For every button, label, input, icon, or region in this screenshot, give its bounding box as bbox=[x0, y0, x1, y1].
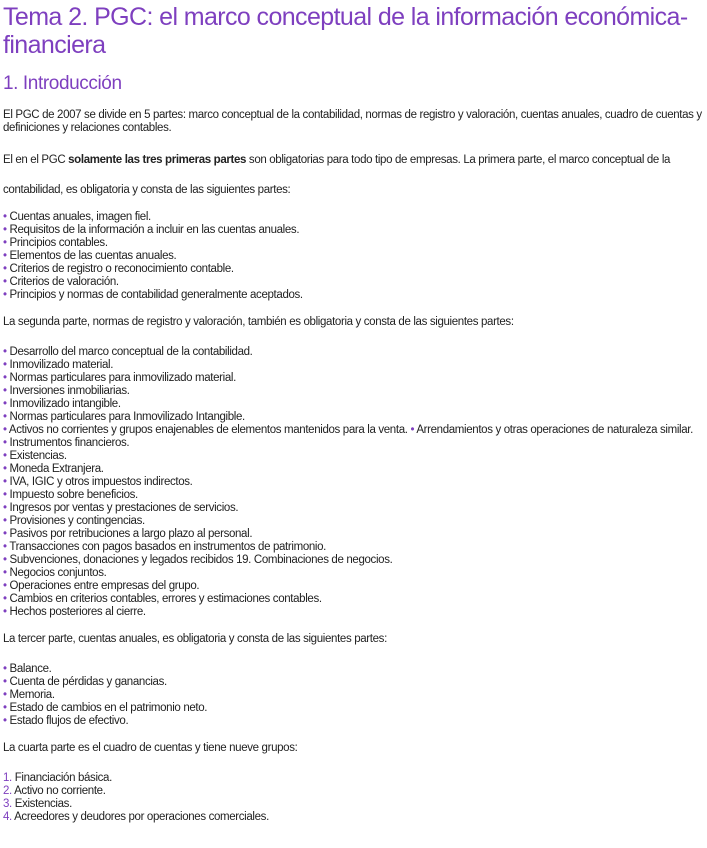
obligatory-text-before: El en el PGC bbox=[3, 154, 69, 166]
bullet-icon: • bbox=[3, 398, 7, 410]
bullet-icon: • bbox=[3, 424, 7, 436]
list-item: • Pasivos por retribuciones a largo plazo al personal. bbox=[3, 528, 253, 540]
list-item: • Inmovilizado material. bbox=[3, 359, 114, 371]
bullet-icon: • bbox=[3, 463, 7, 475]
part3-intro: La tercer parte, cuentas anuales, es obligatoria y consta de las siguientes partes: bbox=[3, 633, 387, 645]
obligatory-bold-text: solamente las tres primeras partes bbox=[68, 154, 247, 166]
bullet-icon: • bbox=[3, 250, 7, 262]
bullet-icon: • bbox=[3, 502, 7, 514]
part4-intro: La cuarta parte es el cuadro de cuentas y tiene nueve grupos: bbox=[3, 742, 298, 754]
list-item: • Desarrollo del marco conceptual de la contabilidad. bbox=[3, 346, 253, 358]
list-item: • Principios contables. bbox=[3, 237, 108, 249]
bullet-icon: • bbox=[3, 411, 7, 423]
part4-list bbox=[3, 772, 703, 824]
list-item: • Operaciones entre empresas del grupo. bbox=[3, 580, 200, 592]
bullet-icon: • bbox=[3, 663, 7, 675]
part3-list bbox=[3, 663, 703, 728]
list-item: • Balance. bbox=[3, 663, 52, 675]
bullet-icon: • bbox=[3, 715, 7, 727]
list-item: • Cambios en criterios contables, errores y estimaciones contables. bbox=[3, 593, 322, 605]
part2-list bbox=[3, 346, 703, 619]
bullet-icon: • bbox=[3, 289, 7, 301]
page-title: Tema 2. PGC: el marco conceptual de la información económica-financiera bbox=[3, 3, 688, 59]
bullet-icon: • bbox=[3, 702, 7, 714]
list-item: 3. Existencias. bbox=[3, 798, 72, 810]
list-item: 4. Acreedores y deudores por operaciones comerciales. bbox=[3, 811, 269, 823]
list-item: • Moneda Extranjera. bbox=[3, 463, 104, 475]
bullet-icon: • bbox=[3, 689, 7, 701]
list-item: • Impuesto sobre beneficios. bbox=[3, 489, 138, 501]
list-item: • Requisitos de la información a incluir en las cuentas anuales. bbox=[3, 224, 300, 236]
list-item: • Inversiones inmobiliarias. bbox=[3, 385, 130, 397]
list-number: 4. bbox=[3, 811, 12, 823]
bullet-icon: • bbox=[3, 476, 7, 488]
bullet-icon: • bbox=[410, 424, 415, 436]
bullet-icon: • bbox=[3, 224, 7, 236]
section-heading: 1. Introducción bbox=[3, 73, 122, 94]
list-item: 2. Activo no corriente. bbox=[3, 785, 106, 797]
list-item: • Criterios de valoración. bbox=[3, 276, 119, 288]
bullet-icon: • bbox=[3, 237, 7, 249]
list-item: • Inmovilizado intangible. bbox=[3, 398, 121, 410]
obligatory-text-after: son obligatorias para todo tipo de empresas. La primera parte, el marco conceptual de la contabilidad, es obligatoria y consta de las siguientes partes: bbox=[3, 154, 671, 196]
bullet-icon: • bbox=[3, 276, 7, 288]
list-item: • Hechos posteriores al cierre. bbox=[3, 606, 146, 618]
list-item: • Existencias. bbox=[3, 450, 67, 462]
list-number: 3. bbox=[3, 798, 12, 810]
part2-intro: La segunda parte, normas de registro y valoración, también es obligatoria y consta de las siguientes partes: bbox=[3, 316, 514, 328]
list-item: • Elementos de las cuentas anuales. bbox=[3, 250, 177, 262]
bullet-icon: • bbox=[3, 489, 7, 501]
list-item: • Cuentas anuales, imagen fiel. bbox=[3, 211, 151, 223]
list-item: • Memoria. bbox=[3, 689, 55, 701]
list-item: • Instrumentos financieros. bbox=[3, 437, 130, 449]
list-item: • Normas particulares para inmovilizado material. bbox=[3, 372, 236, 384]
intro-paragraph: El PGC de 2007 se divide en 5 partes: marco conceptual de la contabilidad, normas de registro y valoración, cuentas anuales, cuadro de cuentas y definiciones y relaciones contables. bbox=[3, 109, 702, 134]
bullet-icon: • bbox=[3, 385, 7, 397]
bullet-icon: • bbox=[3, 554, 7, 566]
list-item: • Ingresos por ventas y prestaciones de servicios. bbox=[3, 502, 239, 514]
list-item: • Principios y normas de contabilidad generalmente aceptados. bbox=[3, 289, 303, 301]
bullet-icon: • bbox=[3, 437, 7, 449]
list-item: • Provisiones y contingencias. bbox=[3, 515, 145, 527]
obligatory-paragraph bbox=[3, 145, 703, 205]
bullet-icon: • bbox=[3, 263, 7, 275]
bullet-icon: • bbox=[3, 541, 7, 553]
list-number: 1. bbox=[3, 772, 12, 784]
bullet-icon: • bbox=[3, 450, 7, 462]
list-number: 2. bbox=[3, 785, 12, 797]
list-item: • Negocios conjuntos. bbox=[3, 567, 107, 579]
bullet-icon: • bbox=[3, 580, 7, 592]
list-item: • Estado de cambios en el patrimonio neto. bbox=[3, 702, 208, 714]
list-item: • Normas particulares para Inmovilizado Intangible. bbox=[3, 411, 245, 423]
part1-list bbox=[3, 211, 703, 302]
bullet-icon: • bbox=[3, 515, 7, 527]
bullet-icon: • bbox=[3, 593, 7, 605]
bullet-icon: • bbox=[3, 346, 7, 358]
list-item: • Subvenciones, donaciones y legados recibidos 19. Combinaciones de negocios. bbox=[3, 554, 393, 566]
bullet-icon: • bbox=[3, 359, 7, 371]
bullet-icon: • bbox=[3, 606, 7, 618]
list-item: • IVA, IGIC y otros impuestos indirectos. bbox=[3, 476, 193, 488]
list-item: • Transacciones con pagos basados en instrumentos de patrimonio. bbox=[3, 541, 327, 553]
bullet-icon: • bbox=[3, 567, 7, 579]
list-item: • Cuenta de pérdidas y ganancias. bbox=[3, 676, 167, 688]
bullet-icon: • bbox=[3, 211, 7, 223]
bullet-icon: • bbox=[3, 372, 7, 384]
bullet-icon: • bbox=[3, 676, 7, 688]
list-item: • Activos no corrientes y grupos enajenables de elementos mantenidos para la venta. • Arrendamientos y otras operaciones de naturaleza similar. bbox=[3, 424, 693, 436]
bullet-icon: • bbox=[3, 528, 7, 540]
list-item: • Estado flujos de efectivo. bbox=[3, 715, 129, 727]
list-item: • Criterios de registro o reconocimiento contable. bbox=[3, 263, 234, 275]
list-item: 1. Financiación básica. bbox=[3, 772, 112, 784]
